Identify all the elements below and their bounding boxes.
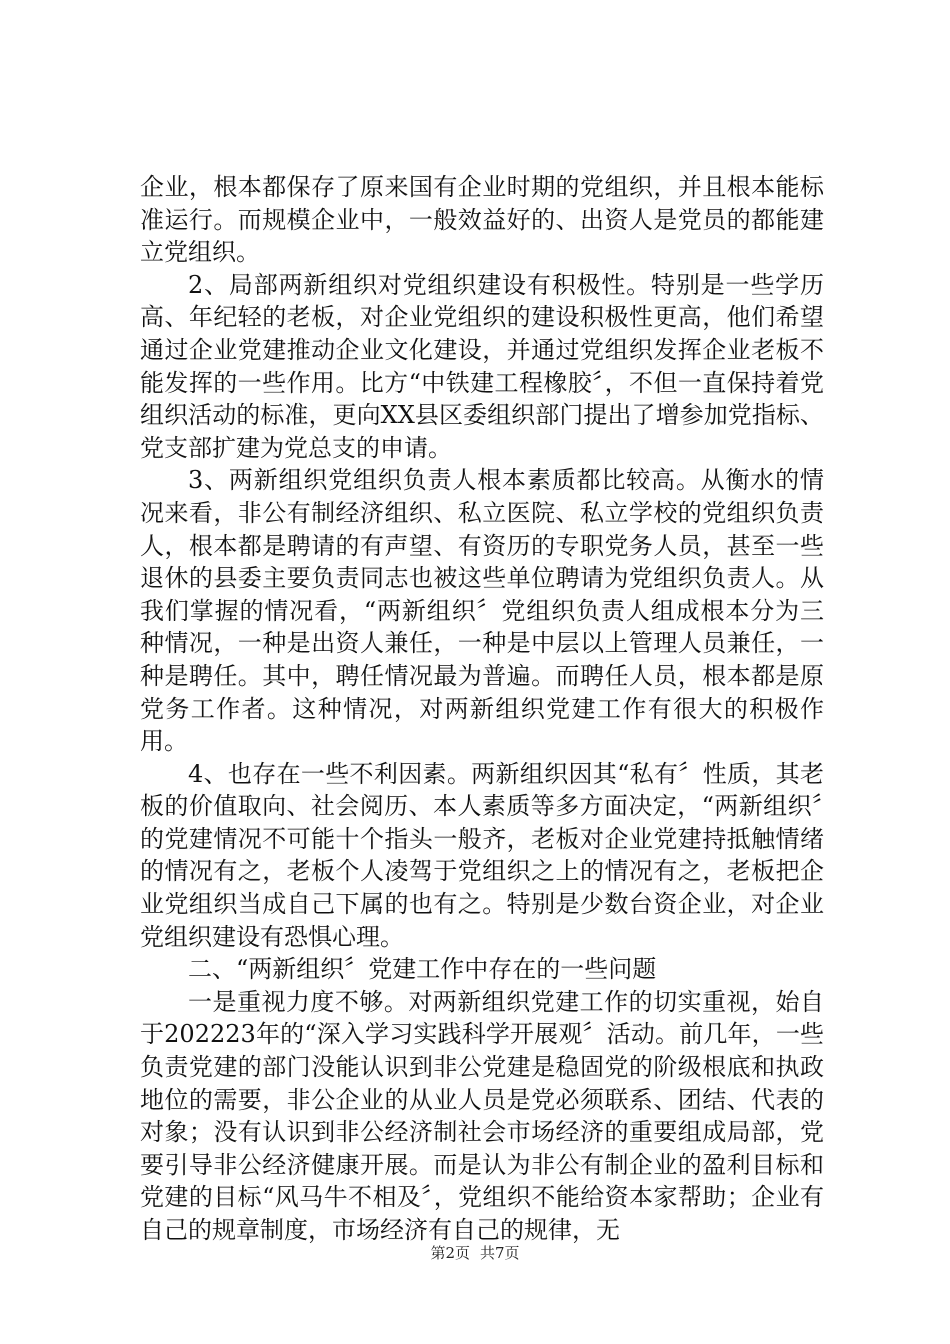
page-footer: [0, 1243, 950, 1263]
page-total: 共7页: [480, 1244, 520, 1262]
paragraph-1: 企业，根本都保存了原来国有企业时期的党组织，并且根本能标准运行。而规模企业中，一般效益好的、出资人是党员的都能建立党组织。: [140, 173, 824, 267]
section-heading: 二、“两新组织〞党建工作中存在的一些问题: [188, 955, 657, 984]
paragraph-3: 3、两新组织党组织负责人根本素质都比较高。从衡水的情况来看，非公有制经济组织、私立医院、私立学校的党组织负责人，根本都是聘请的有声望、有资历的专职党务人员，甚至一些退休的县委主要负责同志也被这些单位聘请为党组织负责人。从我们掌握的情况看，“两新组织〞党组织负责人组成根本分为三种情况，一种是出资人兼任，一种是中层以上管理人员兼任，一种是聘任。其中，聘任情况最为普遍。而聘任人员，根本都是原党务工作者。这种情况，对两新组织党建工作有很大的积极作用。: [140, 466, 824, 756]
paragraph-2: 2、局部两新组织对党组织建设有积极性。特别是一些学历高、年纪轻的老板，对企业党组织的建设积极性更高，他们希望通过企业党建推动企业文化建设，并通过党组织发挥企业老板不能发挥的一些作用。比方“中铁建工程橡胶〞，不但一直保持着党组织活动的标准，更向XX县区委组织部门提出了增参加党指标、党支部扩建为党总支的申请。: [140, 270, 824, 462]
page-number: 第2页: [430, 1244, 470, 1262]
paragraph-4: 4、也存在一些不利因素。两新组织因其“私有〞性质，其老板的价值取向、社会阅历、本人素质等多方面决定，“两新组织〞的党建情况不可能十个指头一般齐，老板对企业党建持抵触情绪的情况有之，老板个人凌驾于党组织之上的情况有之，老板把企业党组织当成自己下属的也有之。特别是少数台资企业，对企业党组织建设有恐惧心理。: [140, 759, 824, 951]
body-text: [140, 171, 824, 1247]
paragraph-5: 一是重视力度不够。对两新组织党建工作的切实重视，始自于202223年的“深入学习实践科学开展观〞活动。前几年，一些负责党建的部门没能认识到非公党建是稳固党的阶级根底和执政地位的需要，非公企业的从业人员是党必须联系、团结、代表的对象；没有认识到非公经济制社会市场经济的重要组成局部，党要引导非公经济健康开展。而是认为非公有制企业的盈利目标和党建的目标“风马牛不相及〞，党组织不能给资本家帮助；企业有自己的规章制度，市场经济有自己的规律，无: [140, 987, 824, 1244]
